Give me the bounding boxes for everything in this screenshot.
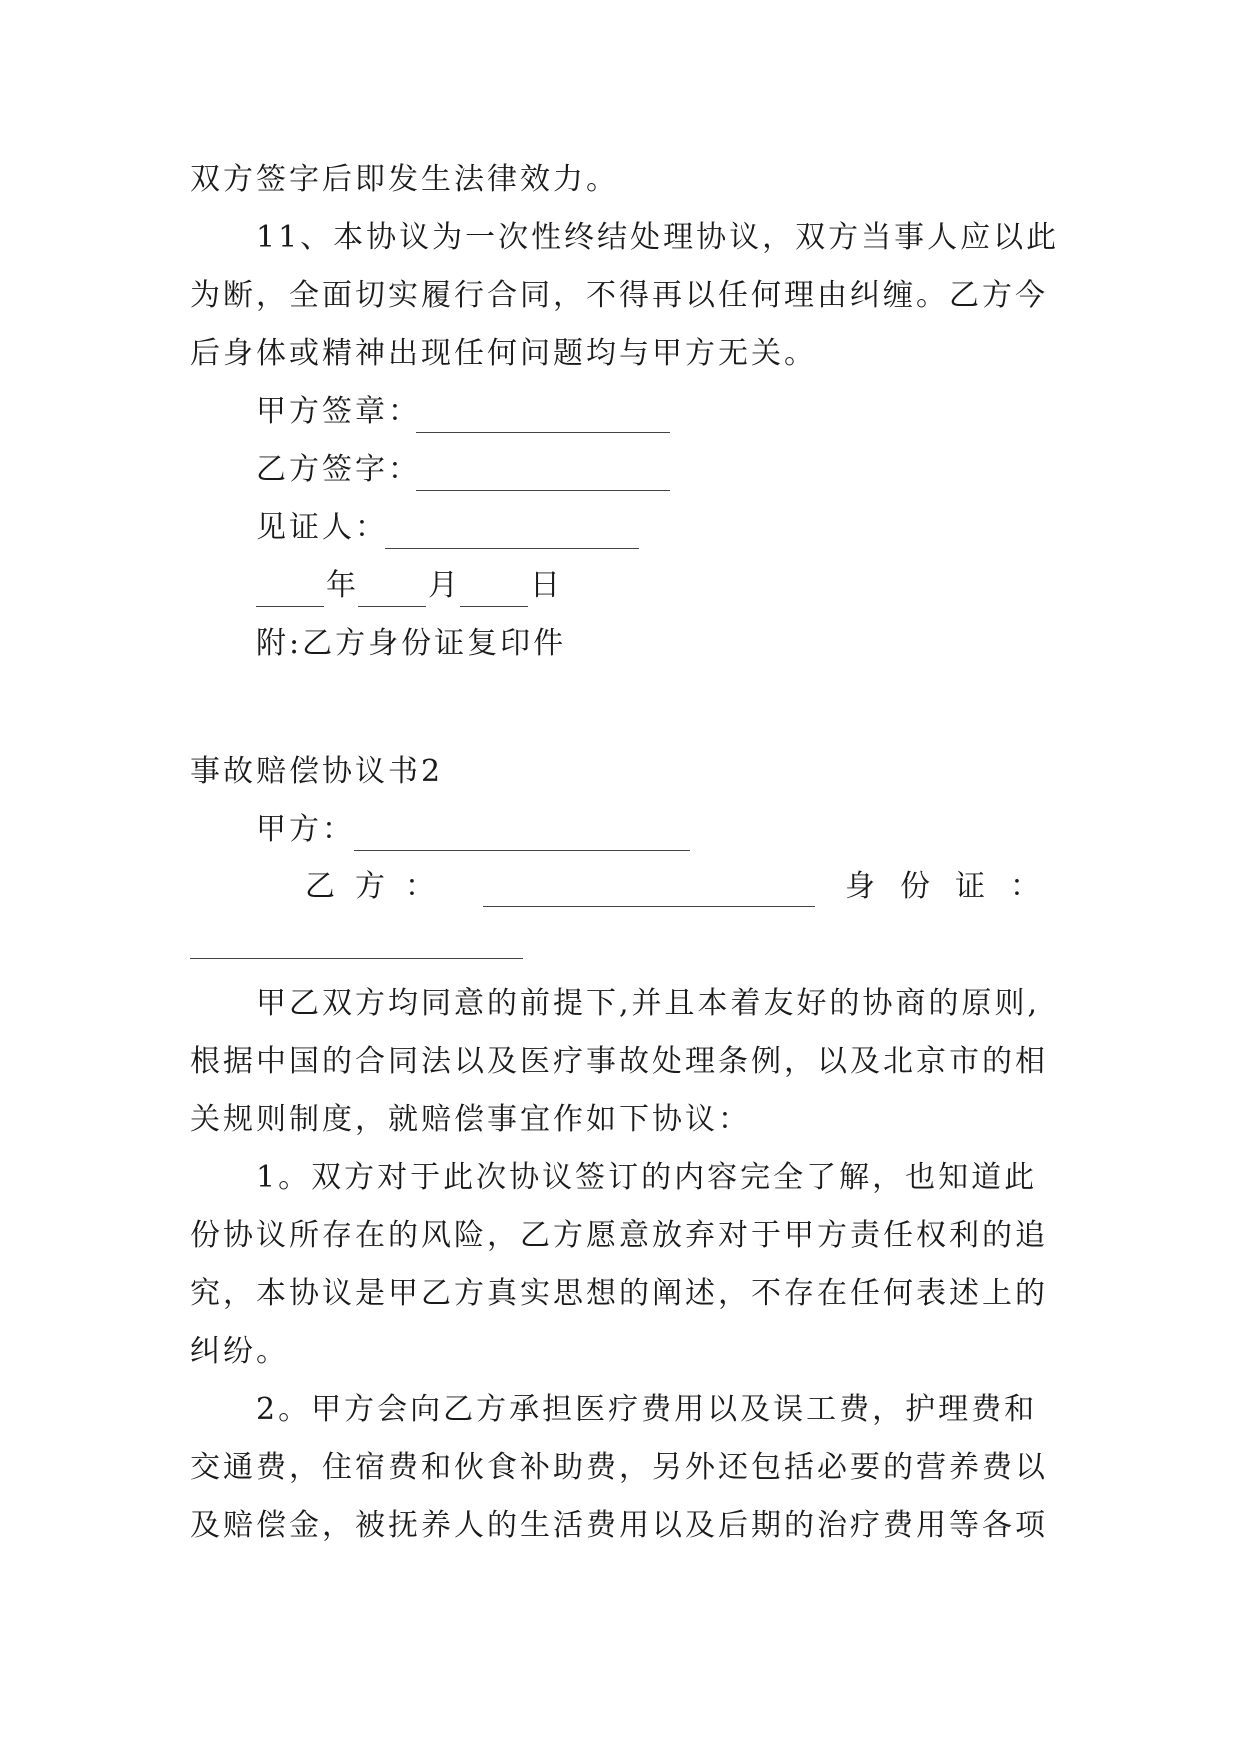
party-b-sign-blank [416,490,670,491]
text-line: 纠纷。 [190,1334,289,1369]
date-day-blank [460,606,528,607]
party-a-blank [354,850,690,851]
date-month-blank [358,606,426,607]
date-month-label: 月 [428,568,461,603]
party-b-blank [483,876,815,907]
attachment-note: 附:乙方身份证复印件 [256,626,567,661]
id-card-blank [190,958,523,959]
party-a-seal-blank [416,432,670,433]
id-card-label: 身 份 证 ： [845,869,1040,904]
text-line: 交通费，住宿费和伙食补助费，另外还包括必要的营养费以 [190,1450,1048,1485]
party-a-seal-label: 甲方签章： [256,394,421,429]
agreement-title: 事故赔偿协议书2 [190,754,444,789]
date-year-label: 年 [326,568,359,603]
text-line: 为断，全面切实履行合同，不得再以任何理由纠缠。乙方今 [190,278,1048,313]
party-b-label: 乙 方 ： [305,869,435,904]
text-line: 关规则制度，就赔偿事宜作如下协议： [190,1102,751,1137]
party-b-sign-label: 乙方签字： [256,452,421,487]
text-line: 后身体或精神出现任何问题均与甲方无关。 [190,336,817,371]
text-line: 甲乙双方均同意的前提下,并且本着友好的协商的原则, [256,986,1041,1021]
witness-label: 见证人： [256,510,388,545]
party-a-label: 甲方： [256,812,355,847]
date-year-blank [256,606,324,607]
date-day-label: 日 [530,568,563,603]
text-line: 及赔偿金，被抚养人的生活费用以及后期的治疗费用等各项 [190,1508,1048,1543]
text-line: 份协议所存在的风险，乙方愿意放弃对于甲方责任权利的追 [190,1218,1048,1253]
party-b-id-row [305,867,1045,907]
text-line: 11、本协议为一次性终结处理协议，双方当事人应以此 [256,220,1060,255]
text-line: 根据中国的合同法以及医疗事故处理条例，以及北京市的相 [190,1044,1048,1079]
text-line: 究，本协议是甲乙方真实思想的阐述，不存在任何表述上的 [190,1276,1048,1311]
witness-blank [385,548,639,549]
text-line: 1。双方对于此次协议签订的内容完全了解，也知道此 [256,1160,1038,1195]
text-line: 2。甲方会向乙方承担医疗费用以及误工费，护理费和 [256,1392,1038,1427]
text-line: 双方签字后即发生法律效力。 [190,162,619,197]
